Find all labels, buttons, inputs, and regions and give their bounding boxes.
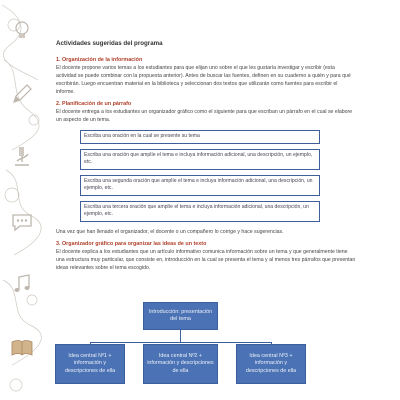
page-title: Actividades sugeridas del programa (56, 40, 163, 47)
paragraph-organizer (80, 130, 320, 222)
diagram-node-central-idea-1: Idea central Nº1 + información y descripciones de ella (55, 344, 125, 384)
microscope-icon (10, 144, 34, 168)
section-paragraph: El docente explica a los estudiantes que un artículo informativo comunica información sobre un tema y que generalmente tiene una estructura muy particular, que consiste en, introducción en la cual se presenta el tema y al menos tres párrafos que presentan ideas relevantes sobre el tema escogido. (56, 248, 356, 271)
section-organizador-grafico (56, 241, 356, 272)
speech-bubble-icon (10, 210, 34, 234)
diagram-node-central-idea-2: Idea central Nº2 + información y descripciones de ella (143, 344, 218, 384)
diagram-connector (180, 330, 181, 342)
organizer-box-supporting-sentence: Escriba una tercera oración que amplíe el tema e incluya información adicional, una descripción, un ejemplo, etc. (80, 201, 320, 222)
idea-lightbulb-icon (10, 18, 34, 42)
organizer-box-supporting-sentence: Escriba una segunda oración que amplíe el tema e incluya información adicional, una descripción, un ejemplo, etc. (80, 175, 320, 196)
organizer-box-supporting-sentence: Escriba una oración que amplíe el tema e incluya información adicional, una descripción, un ejemplo, etc. (80, 149, 320, 170)
decorative-margin (0, 0, 48, 400)
section-planificacion (56, 101, 356, 236)
content-column (56, 40, 356, 277)
diagram-connector (90, 342, 91, 344)
section-organizacion (56, 57, 356, 96)
pencil-icon (10, 82, 34, 106)
section-heading: 2. Planificación de un párrafo (56, 101, 132, 107)
section-paragraph: El docente propone varios temas a los estudiantes para que elijan uno sobre el que les gustaría investigar y escribir (esta actividad se puede combinar con la propuesta anterior). Antes de buscar las fuentes, definen en su cuaderno a quién y para qué escribirán. Luego encuentran material en la biblioteca y seleccionan dos textos que utilizarán como fuentes para escribir el informe. (56, 65, 351, 95)
section-paragraph: El docente entrega a los estudiantes un organizador gráfico como el siguiente para que escriban un párrafo en el cual se elabore un aspecto de un tema. (56, 109, 353, 123)
open-book-icon (10, 336, 34, 360)
section-followup-text: Una vez que han llenado el organizador, el docente o un compañero lo corrige y hace sugerencias. (56, 228, 284, 235)
diagram-connector (271, 342, 272, 344)
section-heading: 3. Organizador gráfico para organizar las ideas de un texto (56, 240, 207, 247)
diagram-node-central-idea-3: Idea central Nº3 + información y descripciones de ella (236, 344, 306, 384)
section-heading: 1. Organización de la información (56, 57, 143, 63)
music-notes-icon (10, 272, 34, 296)
diagram-node-introduction: Introducción: presentación del tema (143, 302, 218, 330)
diagram-connector (90, 342, 271, 343)
organizer-box-topic-sentence: Escriba una oración en la cual se presente su tema (80, 130, 320, 144)
